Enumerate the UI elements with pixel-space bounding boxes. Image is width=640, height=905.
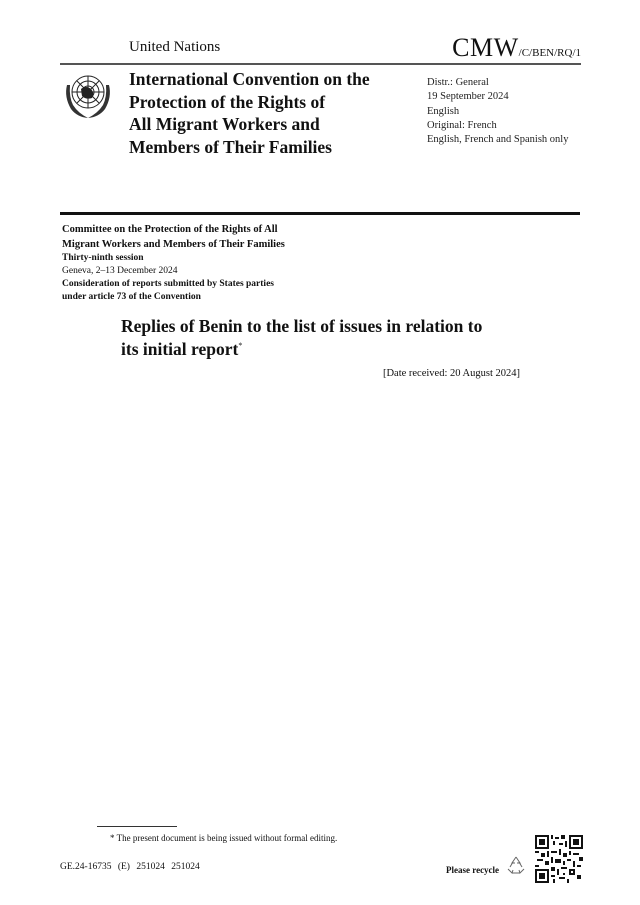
committee-name-line: Committee on the Protection of the Rights of All bbox=[62, 224, 278, 235]
recycle-icon bbox=[505, 854, 527, 876]
distribution-info bbox=[427, 76, 568, 147]
footnote-text: * The present document is being issued without formal editing. bbox=[110, 833, 338, 843]
footnote-divider bbox=[97, 826, 177, 827]
header-divider bbox=[60, 63, 581, 65]
title-line: All Migrant Workers and bbox=[129, 114, 320, 134]
committee-block bbox=[62, 223, 382, 304]
distr-line: Distr.: General bbox=[427, 77, 489, 88]
report-title-line: its initial report bbox=[121, 338, 239, 359]
section-divider bbox=[60, 212, 580, 215]
session-label: Thirty-ninth session bbox=[62, 253, 144, 263]
report-title bbox=[121, 316, 541, 359]
convention-title bbox=[129, 68, 409, 158]
organization-name: United Nations bbox=[129, 39, 221, 55]
agenda-item-line: under article 73 of the Convention bbox=[62, 292, 201, 302]
document-symbol bbox=[452, 33, 581, 63]
date-line: 19 September 2024 bbox=[427, 91, 509, 103]
committee-name-line: Migrant Workers and Members of Their Families bbox=[62, 238, 285, 250]
language-line: English bbox=[427, 105, 460, 117]
title-line: Members of Their Families bbox=[129, 136, 332, 157]
original-language-line: Original: French bbox=[427, 119, 497, 131]
date-received: [Date received: 20 August 2024] bbox=[382, 368, 520, 379]
qr-code-icon[interactable] bbox=[535, 835, 583, 883]
symbol-sub: /C/BEN/RQ/1 bbox=[518, 47, 581, 59]
recycle-label: Please recycle bbox=[446, 865, 500, 875]
title-line: International Convention on the bbox=[129, 69, 370, 89]
session-place-date: Geneva, 2–13 December 2024 bbox=[62, 266, 178, 276]
symbol-main: CMW bbox=[452, 33, 519, 62]
report-title-line: Replies of Benin to the list of issues in relation to bbox=[121, 316, 483, 336]
agenda-item-line: Consideration of reports submitted by States parties bbox=[62, 279, 274, 289]
footnote-marker[interactable]: * bbox=[238, 341, 243, 350]
title-line: Protection of the Rights of bbox=[129, 91, 326, 112]
job-number: GE.24-16735 (E) 251024 251024 bbox=[60, 862, 200, 872]
languages-available-line: English, French and Spanish only bbox=[427, 134, 569, 146]
un-emblem-icon bbox=[61, 67, 115, 121]
